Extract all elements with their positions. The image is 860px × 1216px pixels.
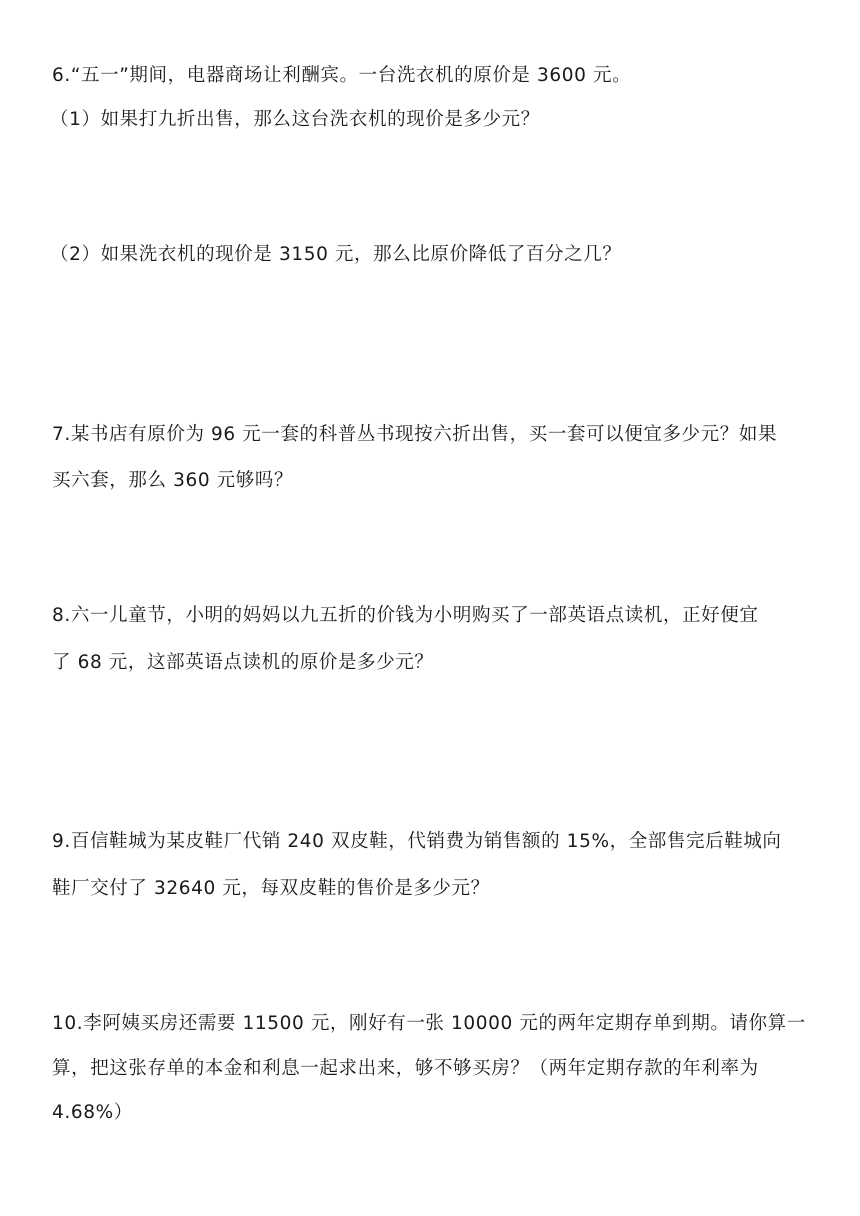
question-6-part-2: （2）如果洗衣机的现价是 3150 元，那么比原价降低了百分之几？ [50,244,622,265]
question-9-line-1: 9.百信鞋城为某皮鞋厂代销 240 双皮鞋，代销费为销售额的 15%，全部售完后鞋城向 [52,831,782,852]
question-10-line-1: 10.李阿姨买房还需要 11500 元，刚好有一张 10000 元的两年定期存单到期。请你算一 [52,1013,806,1034]
question-9-line-2: 鞋厂交付了 32640 元，每双皮鞋的售价是多少元？ [52,878,490,899]
question-7-line-1: 7.某书店有原价为 96 元一套的科普丛书现按六折出售，买一套可以便宜多少元？如果 [52,424,778,445]
question-10-line-3: 4.68%） [52,1102,133,1123]
question-8-line-1: 8.六一儿童节，小明的妈妈以九五折的价钱为小明购买了一部英语点读机，正好便宜 [52,605,759,626]
question-8-line-2: 了 68 元，这部英语点读机的原价是多少元？ [52,652,434,673]
question-7-line-2: 买六套，那么 360 元够吗？ [52,470,294,491]
question-10-line-2: 算，把这张存单的本金和利息一起求出来，够不够买房？（两年定期存款的年利率为 [52,1058,759,1079]
question-6-part-1: （1）如果打九折出售，那么这台洗衣机的现价是多少元？ [50,109,540,130]
question-6-stem: 6.“五一”期间，电器商场让利酬宾。一台洗衣机的原价是 3600 元。 [52,65,632,86]
